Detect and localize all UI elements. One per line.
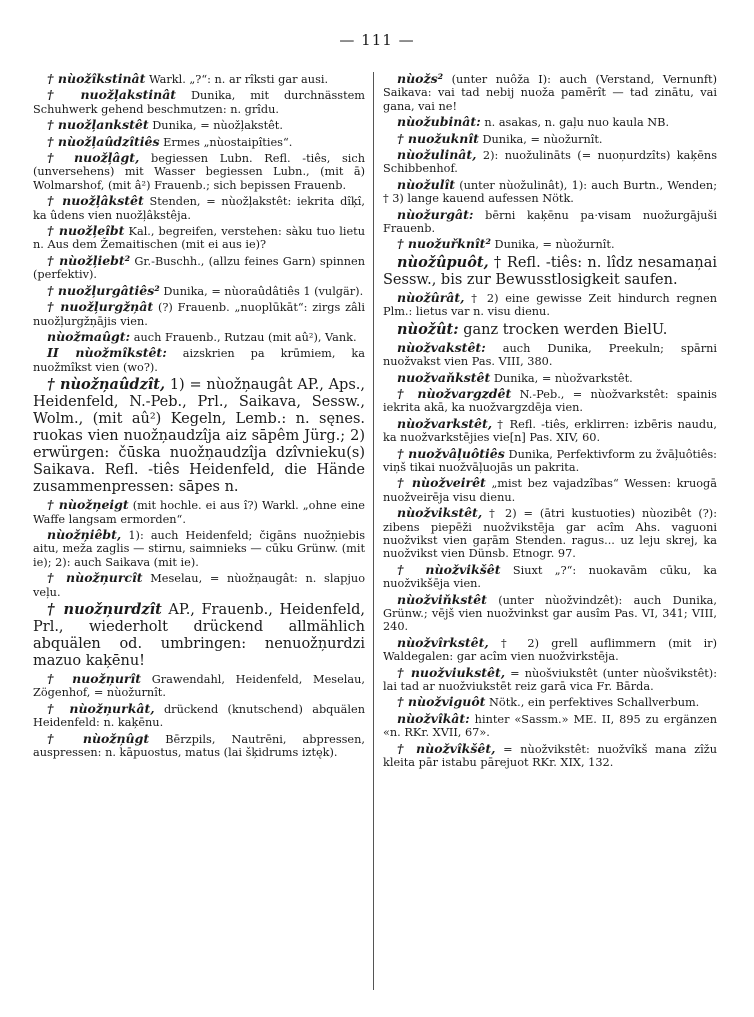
entry-headword: † nùožvikšêt <box>397 561 501 577</box>
entry-headword: nùožmaûgt: <box>47 328 131 344</box>
entry-headword: † nuožļurgžņât <box>47 299 154 315</box>
entry-headword: † nùožņurkât, <box>47 700 155 716</box>
entry-text: † 2) eine gewisse Zeit hindurch regnen Plm.: lietus var n. visu dienu. <box>383 291 717 319</box>
left-column <box>33 72 365 761</box>
dictionary-entry <box>383 447 717 475</box>
entry-headword: nùožņiêbt, <box>47 526 122 542</box>
dictionary-entry <box>383 132 717 146</box>
entry-headword: † nuožļâkstêt <box>47 193 144 209</box>
entry-text: (unter nuôža I): auch (Verstand, Vernunft) Saikava: vai tad nebij nuoža pamērît — tad zinātu, vai gana, vai ne! <box>383 73 717 113</box>
entry-text: Dunika, = nùožļakstêt. <box>148 119 283 133</box>
entry-text: Dunika, Perfektivform zu žvāļuôtiês: viņš tikai nuožvāļuojās un pakrita. <box>383 447 717 474</box>
entry-text: 1) = nùožņaugât AP., Aps., Heidenfeld, N.-Peb., Prl., Saikava, Sessw., Wolm., (mit aû²) Kegeln, Lemb.: n. sęnes. ruokas vien nuožņaudzîja aiz sāpêm Jürg.; 2) erwürgen: čūska nuožņaudzîja dzîvnieku(s) Saikava. Refl. -tiês Heidenfeld, die Hände zusammenpressen: sāpes n. <box>33 377 365 496</box>
entry-text: Nötk., ein perfektives Schallverbum. <box>485 696 700 710</box>
dictionary-entry <box>383 563 717 591</box>
dictionary-entry <box>33 498 365 526</box>
dictionary-entry <box>383 695 717 709</box>
entry-text: = nùošviukstêt (unter nùošvikstêt): lai tad ar nuožviukstēt reiz garā vica Fr. Bārda. <box>383 666 718 694</box>
entry-headword: nuožvaňkstêt <box>397 369 491 385</box>
entry-headword: † nùožņurcît <box>47 570 143 586</box>
entry-headword: † nùožņûgt <box>47 730 150 746</box>
dictionary-entry <box>383 417 717 445</box>
entry-headword: nùožût: <box>397 320 459 338</box>
entry-headword: † nuožļeîbt <box>47 223 125 239</box>
entry-headword: † nùožvargzdêt <box>397 385 512 401</box>
entry-headword: nùožubinât: <box>397 114 481 130</box>
entry-text: = nùožvikstêt: nuožvîkš mana zîžu kleita pār istabu pārejuot RKr. XIX, 132. <box>383 742 717 770</box>
entry-text: drückend (knutschend) abquälen Heidenfeld: n. kaķēnu. <box>33 702 365 730</box>
entry-text: (unter nùožulinât), 1): auch Burtn., Wenden; † 3) lange kauend aufessen Nötk. <box>383 178 717 206</box>
dictionary-entry <box>383 237 717 251</box>
entry-text: Warkl. „?“: n. ar rîksti gar ausi. <box>145 73 329 86</box>
entry-headword: nùožvikstêt, <box>397 505 483 521</box>
column-divider <box>373 72 374 990</box>
entry-headword: † nuožļakstinât <box>47 87 177 103</box>
entry-headword: II nùožmîkstêt: <box>47 345 167 361</box>
entry-text: bērni kaķēnu pa·visam nuožurgājuši Frauenb. <box>383 208 717 236</box>
dictionary-entry <box>383 636 717 664</box>
entry-headword: † nuožļâgt, <box>47 150 140 166</box>
entry-text: begiessen Lubn. Refl. -tiês, sich (unversehens) mit Wasser begiessen Lubn., (mit ā) Wolmarshof, (mit â²) Frauenb.; sich bepissen Frauenb. <box>33 152 365 192</box>
dictionary-entry <box>383 341 717 369</box>
dictionary-entry <box>383 208 717 236</box>
entry-headword: nùožûrât, <box>397 289 465 305</box>
dictionary-entry <box>383 742 717 770</box>
entry-text: 2): nuožulināts (= nuoņurdzîts) kaķēns Schibbenhof. <box>383 149 717 176</box>
dictionary-entry <box>383 148 717 176</box>
dictionary-entry <box>33 254 365 282</box>
dictionary-entry <box>33 528 365 569</box>
dictionary-entry <box>383 321 717 339</box>
dictionary-entry <box>383 666 717 694</box>
entry-text: † 2) grell auflimmern (mit ir) Waldegalen: gar acîm vien nuožvirkstēja. <box>383 636 717 664</box>
entry-text: Kal., begreifen, verstehen: sàku tuo lietu n. Aus dem Žemaitischen (mit ei aus ie)? <box>33 225 365 252</box>
entry-headword: † nuožuřknît² <box>397 236 491 252</box>
dictionary-entry <box>383 178 717 206</box>
dictionary-entry <box>33 194 365 222</box>
entry-headword: nùožvakstêt: <box>397 339 486 355</box>
dictionary-entry <box>33 376 365 496</box>
entry-text: Siuxt „?“: nuokavām cūku, ka nuožvikšēja vien. <box>383 563 717 591</box>
entry-headword: † nuožņurdzît <box>47 600 162 618</box>
dictionary-entry <box>383 506 717 561</box>
entry-headword: † nuožviukstêt, <box>397 664 506 680</box>
entry-headword: † nùožļaûdzîtiês <box>47 133 160 149</box>
entry-text: Ermes „nùostaipîties“. <box>159 135 293 149</box>
entry-text: auch Dunika, Preekuln; spārni nuožvakst vien Pas. VIII, 380. <box>383 341 717 369</box>
dictionary-entry <box>33 135 365 149</box>
dictionary-entry <box>33 224 365 252</box>
dictionary-entry <box>33 330 365 344</box>
entry-text: Dunika, mit durchnässtem Schuhwerk gehend beschmutzen: n. grîdu. <box>33 89 366 116</box>
entry-text: Bērzpils, Nautrēni, abpressen, auspressen: n. kāpuostus, matus (lai šķidrums iztęk). <box>33 732 365 759</box>
right-column <box>383 72 717 771</box>
dictionary-entry <box>383 387 717 415</box>
entry-text: Dunika, = nùožurnît. <box>478 132 603 146</box>
entry-text: hinter «Sassm.» ME. II, 895 zu ergänzen «n. RKr. XVII, 67». <box>383 712 717 740</box>
entry-text: „mist bez vajadzîbas“ Wessen: kruogā nuožveirēja visu dienu. <box>383 477 717 504</box>
entry-headword: † nùožļiebt² <box>47 252 131 268</box>
dictionary-entry <box>33 284 365 298</box>
entry-text: AP., Frauenb., Heidenfeld, Prl., wiederholt drückend allmählich abquälen od. umbringen: nenuožņurdzi mazuo kaķēnu! <box>33 601 365 669</box>
entry-text: n. asakas, n. gaļu nuo kaula NB. <box>480 116 670 130</box>
dictionary-entry <box>383 115 717 129</box>
dictionary-entry <box>383 254 717 289</box>
entry-headword: † nùožņeigt <box>47 497 129 513</box>
entry-text: † 2) = (ātri kustuoties) nùozibêt (?): zibens piepēži nuožvikstēja gar acîm Ahs. vaguoni nuožvikst vien gaŗām Stenden. ragus... uz leju skrej, ka nuožvikst vien Dünsb. Etnogr. 97. <box>383 507 717 561</box>
entry-text: Meselau, = nùožņaugât: n. slapjuo veļu. <box>33 572 365 599</box>
entry-text: ganz trocken werden BielU. <box>458 321 668 338</box>
entry-text: 1): auch Heidenfeld; čigāns nuožņiebis aitu, meža zaglis — stirnu, saimnieks — cūku Grünw. (mit ie); 2): auch Saikava (mit ie). <box>33 528 365 569</box>
entry-headword: nùožvarkstêt, <box>397 415 493 431</box>
entry-text: Dunika, = nùožvarkstêt. <box>490 371 633 385</box>
entry-headword: † nuožuknît <box>397 130 479 146</box>
entry-headword: nùožulinât, <box>397 147 477 163</box>
entry-headword: † nùožveirêt <box>397 475 486 491</box>
entry-text: N.-Peb., = nùožvarkstêt: spainis iekrita akā, ka nuožvargzdēja vien. <box>383 387 717 415</box>
dictionary-entry <box>33 672 365 700</box>
dictionary-entry <box>383 593 717 634</box>
dictionary-entry <box>383 371 717 385</box>
dictionary-entry <box>33 732 365 760</box>
entry-headword: nùožviňkstêt <box>397 591 487 607</box>
entry-text: † Refl. -tiês, erklirren: izbēris naudu, ka nuožvarkstējies vie[n] Pas. XIV, 60. <box>383 417 717 445</box>
entry-text: † Refl. -tiês: n. lîdz nesamaņai Sessw., bis zur Bewusstlosigkeit saufen. <box>383 254 717 288</box>
entry-text: (unter nùožvindzêt): auch Dunika, Grünw.; vējš vien nuožvinkst gar ausîm Pas. VI, 341; VIII, 240. <box>383 593 717 634</box>
dictionary-entry <box>383 72 717 113</box>
dictionary-entry <box>33 151 365 192</box>
entry-headword: † nuožļankstêt <box>47 117 149 133</box>
entry-text: auch Frauenb., Rutzau (mit aû²), Vank. <box>130 330 357 344</box>
entry-text: Dunika, = nùoraûdâtiês 1 (vulgär). <box>159 284 364 298</box>
dictionary-entry <box>383 476 717 504</box>
dictionary-entry <box>33 346 365 374</box>
entry-headword: † nùožņaûdzît, <box>47 376 166 394</box>
dictionary-entry <box>33 571 365 599</box>
entry-text: Gr.-Buschh., (allzu feines Garn) spinnen (perfektiv). <box>33 254 365 282</box>
entry-text: (mit hochle. ei aus î?) Warkl. „ohne eine Waffe langsam ermorden“. <box>33 499 365 526</box>
entry-text: aizskrien pa krūmiem, ka nuožmîkst vien (wo?). <box>33 347 365 374</box>
dictionary-entry <box>33 88 365 116</box>
entry-headword: nùožs² <box>397 71 444 86</box>
entry-headword: † nuožļurgâtiês² <box>47 282 160 298</box>
entry-headword: † nùožîkstinât <box>47 71 146 86</box>
entry-headword: nùožvîkât: <box>397 710 470 726</box>
page-number: — 111 — <box>339 31 415 49</box>
entry-text: Grawendahl, Heidenfeld, Meselau, Zögenhof, = nùožurnît. <box>33 672 365 700</box>
entry-headword: nùožurgât: <box>397 206 474 222</box>
dictionary-entry <box>33 300 365 328</box>
entry-headword: † nùožvîkšêt, <box>397 740 496 756</box>
entry-headword: † nùožviguôt <box>397 694 486 710</box>
entry-headword: nùožvîrkstêt, <box>397 634 489 650</box>
entry-text: Dunika, = nùožurnît. <box>490 238 615 252</box>
dictionary-entry <box>383 291 717 319</box>
entry-headword: nùožûpuôt, <box>397 253 489 271</box>
dictionary-entry <box>33 702 365 730</box>
entry-headword: nùožulît <box>397 176 455 192</box>
entry-headword: † nuožņurît <box>47 670 142 686</box>
dictionary-entry <box>33 118 365 132</box>
entry-text: Stenden, = nùožļakstêt: iekrita dîķî, ka ûdens vien nuožļâkstêja. <box>33 195 365 222</box>
entry-text: (?) Frauenb. „nuoplūkāt“: zirgs zâli nuožļurgžņājis vien. <box>33 301 365 328</box>
dictionary-entry <box>33 601 365 670</box>
dictionary-entry <box>383 712 717 740</box>
entry-headword: † nuožvâļuôtiês <box>397 445 505 461</box>
dictionary-entry <box>33 72 365 86</box>
